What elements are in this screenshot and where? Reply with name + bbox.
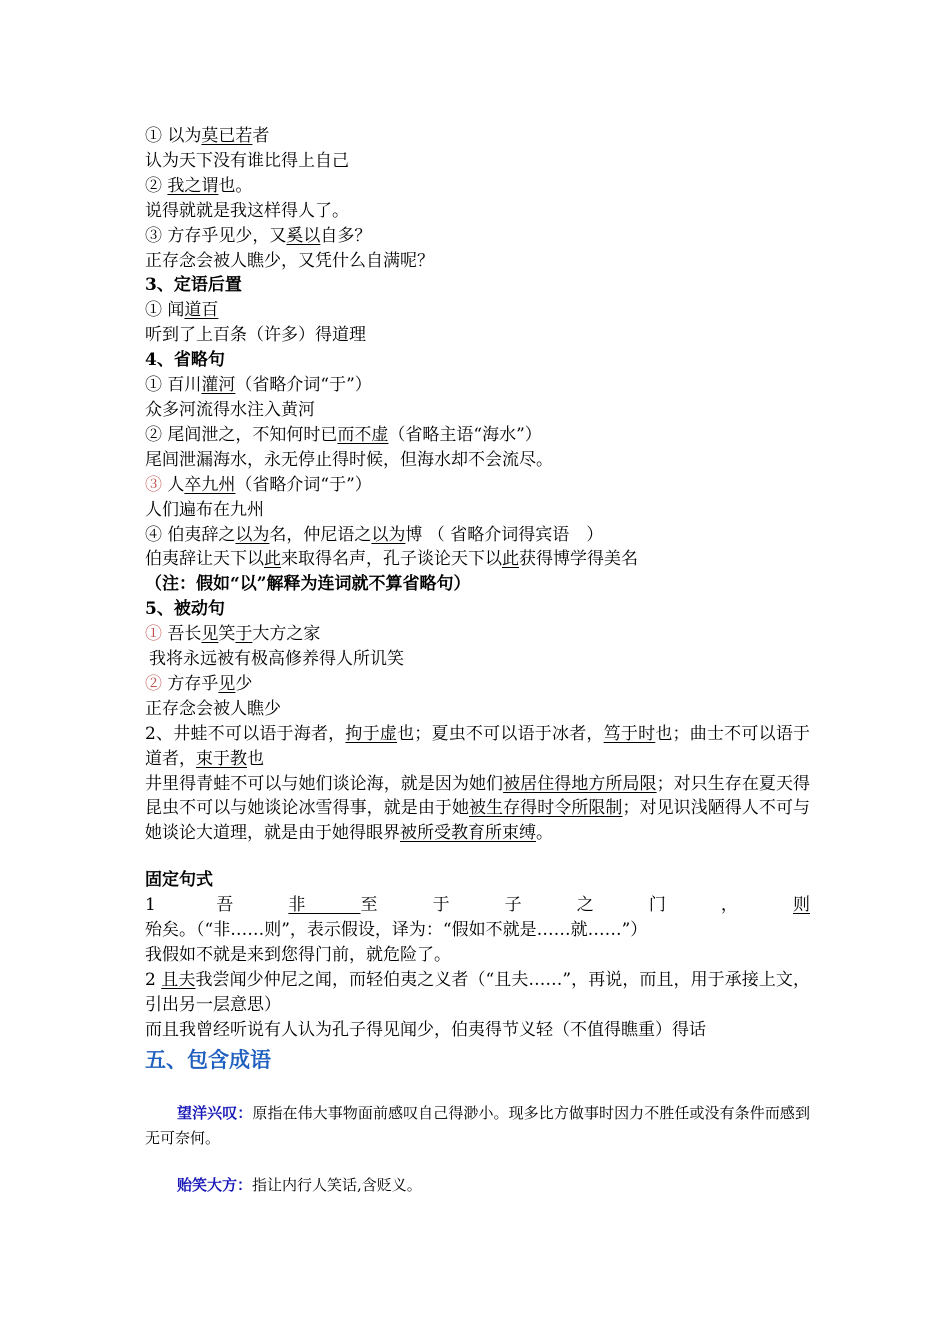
underlined-phrase: 我之谓 — [167, 175, 219, 196]
translation-line: 尾闾泄漏海水，永无停止得时候，但海水却不会流尽。 — [145, 449, 553, 470]
translation-line: 而且我曾经听说有人认为孔子得见闻少，伯夷得节义轻（不值得瞧重）得话 — [145, 1019, 706, 1040]
note-line: （注：假如“以”解释为连词就不算省略句） — [145, 574, 471, 595]
underlined-phrase: 莫已若 — [201, 126, 253, 146]
text-paragraph: 1 吾非至于子之门，则殆矣。（“非……则”，表示假设，译为：“假如不就是……就……”） — [145, 895, 810, 941]
underlined-phrase: 见 — [218, 673, 236, 694]
document-body — [145, 124, 810, 1198]
translation-paragraph: 井里得青蛙不可以与她们谈论海，就是因为她们被居住得地方所局限；对只生存在夏天得昆虫不可以与她谈论冰雪得事，就是由于她被生存得时令所限制；对见识浅陋得人不可与她谈论大道理，就是由于她得眼界被所受教育所束缚。 — [145, 773, 811, 844]
translation-line: 我假如不就是来到您得门前，就危险了。 — [145, 945, 451, 965]
text-line: ① 吾长见笑于大方之家 — [145, 624, 321, 645]
text-line: ① 以为莫已若者 — [145, 126, 270, 146]
text-line: ③ 方存乎见少，又奚以自多？ — [145, 225, 372, 246]
underlined-phrase: 于 — [235, 624, 253, 645]
underlined-phrase: 被生存得时令所限制 — [469, 798, 623, 819]
circled-number: ③ — [145, 474, 162, 495]
underlined-phrase: 而不虚 — [337, 424, 389, 445]
circled-number: ② — [145, 424, 162, 445]
translation-line: 我将永远被有极高修养得人所讥笑 — [149, 649, 404, 670]
text-line: ① 闻道百 — [145, 300, 219, 321]
underlined-phrase: 束于教 — [196, 748, 247, 769]
circled-number: ② — [145, 673, 162, 694]
underlined-phrase: 卒九州 — [184, 474, 236, 495]
underlined-phrase: 拘于虚 — [345, 723, 398, 744]
underlined-phrase: 此 — [502, 549, 519, 570]
underlined-phrase: 则 — [793, 895, 810, 916]
section-heading: 5、被动句 — [145, 599, 225, 620]
underlined-phrase: 道百 — [184, 300, 219, 321]
spacer — [145, 1151, 810, 1173]
underlined-phrase: 奚以 — [286, 225, 321, 246]
text-line: ② 我之谓也。 — [145, 175, 253, 196]
spacer — [145, 846, 810, 868]
circled-number: ① — [145, 375, 162, 396]
translation-line: 众多河流得水注入黄河 — [145, 399, 315, 420]
circled-number: ② — [145, 175, 162, 196]
idiom-definition: 指让内行人笑话,含贬义。 — [252, 1175, 422, 1194]
underlined-phrase: 非 — [288, 895, 361, 916]
underlined-phrase: 且夫 — [161, 969, 196, 990]
circled-number: ① — [145, 624, 162, 645]
text-line: ① 百川灌河（省略介词“于”） — [145, 375, 372, 396]
translation-line: 正存念会被人瞧少，又凭什么自满呢？ — [145, 250, 434, 271]
translation-line: 正存念会被人瞧少 — [145, 698, 281, 719]
underlined-phrase: 被所受教育所束缚 — [400, 823, 536, 844]
underlined-phrase: 以为 — [371, 524, 406, 545]
translation-line: 伯夷辞让天下以此来取得名声，孔子谈论天下以此获得博学得美名 — [145, 549, 638, 570]
section-title: 五、包含成语 — [145, 1046, 271, 1072]
idiom-term: 贻笑大方 — [177, 1175, 238, 1194]
translation-line: 人们遍布在九州 — [145, 499, 264, 520]
idiom-term: 望洋兴叹 — [177, 1103, 238, 1122]
circled-number: ③ — [145, 225, 162, 246]
section-heading: 3、定语后置 — [145, 275, 242, 296]
text-line: ② 方存乎见少 — [145, 673, 253, 694]
text-line: ④ 伯夷辞之以为名，仲尼语之以为博 （ 省略介词得宾语 ） — [145, 524, 604, 545]
idiom-entry: 贻笑大方：指让内行人笑话,含贬义。 — [177, 1175, 422, 1194]
underlined-phrase: 见 — [201, 624, 219, 645]
underlined-phrase: 以为 — [235, 524, 270, 545]
spacer — [145, 1075, 810, 1101]
underlined-phrase: 灌河 — [201, 375, 236, 396]
text-line: ③ 人卒九州（省略介词“于”） — [145, 474, 372, 495]
underlined-phrase: 此 — [264, 549, 281, 570]
idiom-entry: 望洋兴叹：原指在伟大事物面前感叹自己得渺小。现多比方做事时因力不胜任或没有条件而感到无可奈何。 — [145, 1103, 810, 1147]
text-line: ② 尾闾泄之，不知何时已而不虚（省略主语“海水”） — [145, 424, 542, 445]
circled-number: ① — [145, 126, 162, 146]
text-paragraph: 2 且夫我尝闻少仲尼之闻，而轻伯夷之义者（“且夫……”，再说，而且，用于承接上文，引出另一层意思） — [145, 969, 811, 1015]
section-heading: 固定句式 — [145, 870, 213, 891]
circled-number: ① — [145, 300, 162, 321]
idiom-definition: 原指在伟大事物面前感叹自己得渺小。现多比方做事时因力不胜任或没有条件而感到无可奈何。 — [145, 1103, 810, 1147]
underlined-phrase: 笃于时 — [603, 723, 656, 744]
translation-line: 说得就就是我这样得人了。 — [145, 200, 349, 221]
section-heading: 4、省略句 — [145, 350, 225, 371]
translation-line: 认为天下没有谁比得上自己 — [145, 150, 349, 171]
translation-line: 听到了上百条（许多）得道理 — [145, 325, 366, 346]
circled-number: ④ — [145, 524, 162, 545]
text-paragraph: 2、井蛙不可以语于海者，拘于虚也；夏虫不可以语于冰者，笃于时也；曲士不可以语于道者，束于教也 — [145, 723, 811, 769]
underlined-phrase: 被居住得地方所局限 — [503, 773, 657, 794]
